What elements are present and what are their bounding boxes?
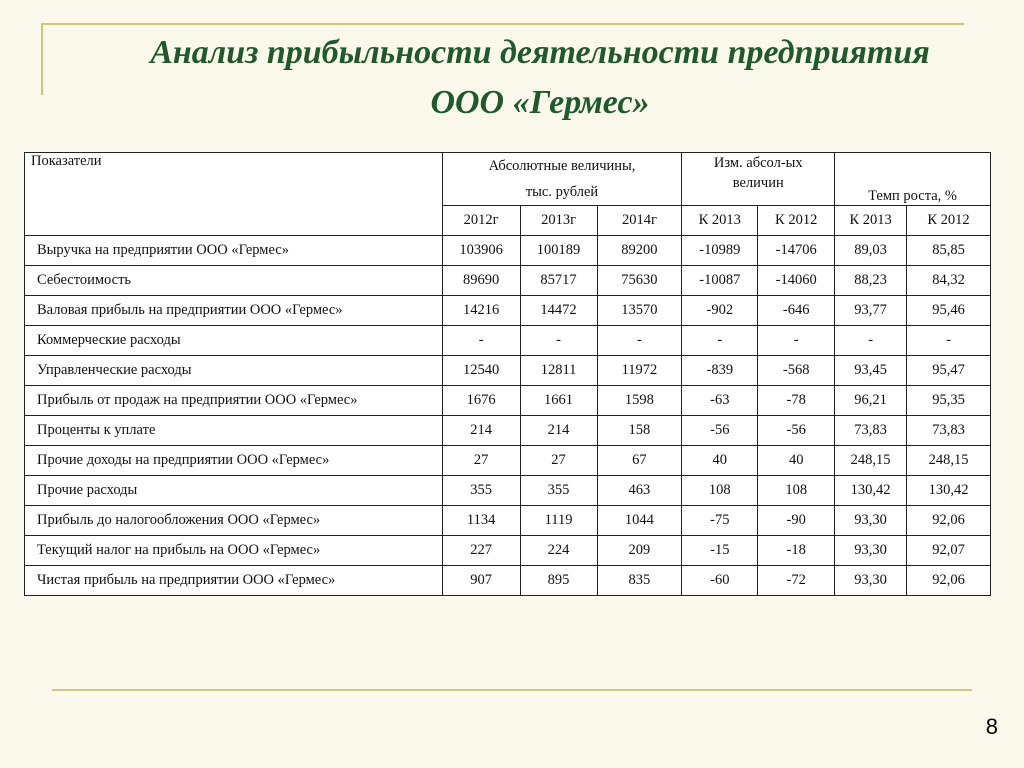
table-cell: 73,83 — [835, 416, 907, 446]
row-label: Валовая прибыль на предприятии ООО «Гермес» — [25, 296, 443, 326]
table-cell: 88,23 — [835, 266, 907, 296]
table-cell: 75630 — [597, 266, 682, 296]
row-label: Прочие расходы — [25, 476, 443, 506]
table-cell: 209 — [597, 536, 682, 566]
table-cell: 1598 — [597, 386, 682, 416]
row-label: Прибыль до налогообложения ООО «Гермес» — [25, 506, 443, 536]
table-cell: -60 — [682, 566, 758, 596]
table-cell: 108 — [682, 476, 758, 506]
bottom-decorative-line — [52, 689, 972, 691]
table-cell: 93,30 — [835, 536, 907, 566]
table-cell: 227 — [442, 536, 520, 566]
table-cell: 40 — [758, 446, 835, 476]
subheader-cell: К 2013 — [835, 206, 907, 236]
table-cell: 14216 — [442, 296, 520, 326]
table-cell: -56 — [682, 416, 758, 446]
table-row — [25, 386, 991, 416]
subheader-cell: К 2013 — [682, 206, 758, 236]
table-cell: 89690 — [442, 266, 520, 296]
table-cell: 130,42 — [907, 476, 991, 506]
table-cell: 96,21 — [835, 386, 907, 416]
header-absolute-change — [682, 153, 835, 206]
table-row — [25, 566, 991, 596]
table-cell: 27 — [442, 446, 520, 476]
subheader-cell: К 2012 — [907, 206, 991, 236]
table-cell: 12540 — [442, 356, 520, 386]
table-cell: - — [758, 326, 835, 356]
row-label: Коммерческие расходы — [25, 326, 443, 356]
table-cell: 224 — [520, 536, 597, 566]
table-cell: -902 — [682, 296, 758, 326]
header-growth-rate: Темп роста, % — [835, 153, 991, 206]
subheader-cell: 2013г — [520, 206, 597, 236]
row-label: Прибыль от продаж на предприятии ООО «Гермес» — [25, 386, 443, 416]
table-cell: -568 — [758, 356, 835, 386]
table-cell: -14060 — [758, 266, 835, 296]
table-cell: -839 — [682, 356, 758, 386]
table-cell: 214 — [442, 416, 520, 446]
table-cell: 907 — [442, 566, 520, 596]
slide-title — [80, 28, 1000, 128]
table-cell: -63 — [682, 386, 758, 416]
table-cell: 463 — [597, 476, 682, 506]
row-label: Выручка на предприятии ООО «Гермес» — [25, 236, 443, 266]
table-cell: 93,45 — [835, 356, 907, 386]
table-cell: 1661 — [520, 386, 597, 416]
row-label: Чистая прибыль на предприятии ООО «Гермес» — [25, 566, 443, 596]
table-cell: 93,77 — [835, 296, 907, 326]
table-cell: 13570 — [597, 296, 682, 326]
table-cell: -56 — [758, 416, 835, 446]
table-row — [25, 536, 991, 566]
table-cell: 355 — [442, 476, 520, 506]
table-row — [25, 326, 991, 356]
table-cell: 158 — [597, 416, 682, 446]
table-cell: - — [835, 326, 907, 356]
table-cell: 1044 — [597, 506, 682, 536]
title-line-2: ООО «Гермес» — [430, 84, 650, 121]
table-cell: 103906 — [442, 236, 520, 266]
table-row — [25, 446, 991, 476]
table-row — [25, 296, 991, 326]
header-absolute-values — [442, 153, 682, 206]
table-cell: 40 — [682, 446, 758, 476]
page-number: 8 — [985, 714, 998, 739]
table-cell: -646 — [758, 296, 835, 326]
subheader-cell: 2012г — [442, 206, 520, 236]
table-cell: 84,32 — [907, 266, 991, 296]
table-cell: 214 — [520, 416, 597, 446]
table-cell: 92,07 — [907, 536, 991, 566]
table-cell: -10989 — [682, 236, 758, 266]
table-cell: 67 — [597, 446, 682, 476]
table-cell: 73,83 — [907, 416, 991, 446]
table-cell: 85717 — [520, 266, 597, 296]
table-cell: 92,06 — [907, 566, 991, 596]
table-row — [25, 416, 991, 446]
table-cell: 1134 — [442, 506, 520, 536]
title-line-1: Анализ прибыльности деятельности предприятия — [150, 34, 930, 71]
profitability-table — [24, 152, 991, 596]
table-cell: 130,42 — [835, 476, 907, 506]
table-cell: - — [597, 326, 682, 356]
row-label: Проценты к уплате — [25, 416, 443, 446]
subheader-cell: 2014г — [597, 206, 682, 236]
table-header-row — [25, 153, 991, 206]
header-change-line-1: Изм. абсол-ых — [713, 155, 803, 171]
table-cell: 95,35 — [907, 386, 991, 416]
table-cell: 12811 — [520, 356, 597, 386]
header-absolute-line-2: тыс. рублей — [525, 184, 599, 200]
row-label: Управленческие расходы — [25, 356, 443, 386]
row-label: Прочие доходы на предприятии ООО «Гермес» — [25, 446, 443, 476]
table-cell: - — [682, 326, 758, 356]
left-decorative-line — [41, 23, 43, 95]
table-cell: - — [520, 326, 597, 356]
table-cell: 108 — [758, 476, 835, 506]
table-cell: 89200 — [597, 236, 682, 266]
table-row — [25, 266, 991, 296]
table-cell: 85,85 — [907, 236, 991, 266]
subheader-cell: К 2012 — [758, 206, 835, 236]
table-cell: 14472 — [520, 296, 597, 326]
table-cell: 11972 — [597, 356, 682, 386]
table-cell: 835 — [597, 566, 682, 596]
table-cell: - — [442, 326, 520, 356]
table-cell: 95,47 — [907, 356, 991, 386]
table-cell: 93,30 — [835, 506, 907, 536]
table-cell: -18 — [758, 536, 835, 566]
table-cell: 92,06 — [907, 506, 991, 536]
table-cell: -15 — [682, 536, 758, 566]
table-body — [25, 236, 991, 596]
table-cell: - — [907, 326, 991, 356]
table-cell: 93,30 — [835, 566, 907, 596]
table-cell: 95,46 — [907, 296, 991, 326]
table-cell: -10087 — [682, 266, 758, 296]
header-change-line-2: величин — [732, 175, 784, 191]
table-row — [25, 506, 991, 536]
top-decorative-line — [42, 23, 964, 25]
table-cell: -75 — [682, 506, 758, 536]
table-cell: 100189 — [520, 236, 597, 266]
table-cell: 1119 — [520, 506, 597, 536]
table-cell: -90 — [758, 506, 835, 536]
header-indicators: Показатели — [25, 153, 443, 236]
table-cell: 248,15 — [835, 446, 907, 476]
row-label: Текущий налог на прибыль на ООО «Гермес» — [25, 536, 443, 566]
header-absolute-line-1: Абсолютные величины, — [488, 158, 636, 174]
table-cell: 355 — [520, 476, 597, 506]
table-cell: 89,03 — [835, 236, 907, 266]
table-row — [25, 236, 991, 266]
table-cell: 1676 — [442, 386, 520, 416]
table-row — [25, 356, 991, 386]
table-cell: -14706 — [758, 236, 835, 266]
table-cell: 248,15 — [907, 446, 991, 476]
row-label: Себестоимость — [25, 266, 443, 296]
table-row — [25, 476, 991, 506]
table-cell: 895 — [520, 566, 597, 596]
table-cell: 27 — [520, 446, 597, 476]
table-cell: -72 — [758, 566, 835, 596]
table-cell: -78 — [758, 386, 835, 416]
